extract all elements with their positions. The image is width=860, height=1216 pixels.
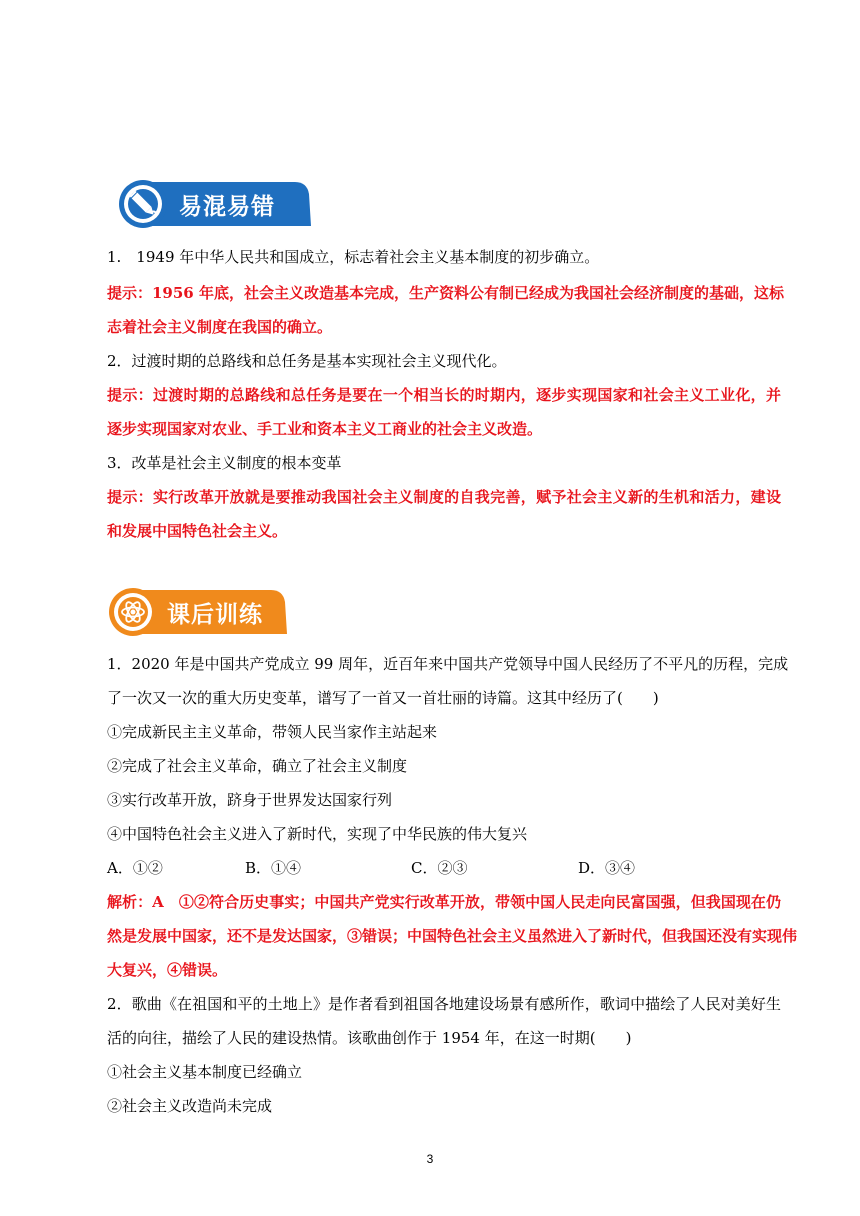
exercise-2-stem-line1: 2．歌曲《在祖国和平的土地上》是作者看到祖国各地建设场景有感所作，歌词中描绘了人民对美好生 bbox=[107, 995, 781, 1013]
item-hint-3-line1: 提示：实行改革开放就是要推动我国社会主义制度的自我完善，赋予社会主义新的生机和活力，建设 bbox=[107, 488, 781, 506]
exercise-1-stem-line1: 1．2020 年是中国共产党成立 99 周年，近百年来中国共产党领导中国人民经历了不平凡的历程，完成 bbox=[107, 655, 789, 673]
atom-icon bbox=[107, 586, 159, 638]
exercise-1-option-d: D．③④ bbox=[578, 859, 636, 877]
exercise-1-statement-4: ④中国特色社会主义进入了新时代，实现了中华民族的伟大复兴 bbox=[107, 825, 528, 843]
banner-title: 课后训练 bbox=[167, 602, 263, 628]
exercise-2-stem-line2: 活的向往，描绘了人民的建设热情。该歌曲创作于 1954 年，在这一时期( ) bbox=[107, 1029, 632, 1047]
exercise-1-option-b: B．①④ bbox=[245, 859, 302, 877]
exercise-1-option-c: C．②③ bbox=[411, 859, 468, 877]
item-question-3: 3．改革是社会主义制度的根本变革 bbox=[107, 454, 342, 472]
item-hint-1-line2: 志着社会主义制度在我国的确立。 bbox=[107, 318, 333, 336]
exercise-1-analysis-line1: 解析：A ①②符合历史事实；中国共产党实行改革开放，带领中国人民走向民富国强，但我国现在仍 bbox=[107, 893, 781, 911]
exercise-2-statement-2: ②社会主义改造尚未完成 bbox=[107, 1097, 273, 1115]
item-question-1: 1. 1949 年中华人民共和国成立，标志着社会主义基本制度的初步确立。 bbox=[107, 248, 600, 266]
pencil-icon bbox=[117, 178, 169, 230]
item-hint-2-line1: 提示：过渡时期的总路线和总任务是要在一个相当长的时期内，逐步实现国家和社会主义工业化，并 bbox=[107, 386, 781, 404]
exercise-1-statement-2: ②完成了社会主义革命，确立了社会主义制度 bbox=[107, 757, 408, 775]
exercise-1-analysis-line3: 大复兴，④错误。 bbox=[107, 961, 228, 979]
item-hint-1-line1: 提示：1956 年底，社会主义改造基本完成，生产资料公有制已经成为我国社会经济制度的基础，这标 bbox=[107, 284, 784, 302]
item-hint-3-line2: 和发展中国特色社会主义。 bbox=[107, 522, 288, 540]
section-banner-confusable bbox=[117, 178, 312, 230]
exercise-1-analysis-line2: 然是发展中国家，还不是发达国家，③错误；中国特色社会主义虽然进入了新时代，但我国还没有实现伟 bbox=[107, 927, 798, 945]
section-banner-exercises bbox=[107, 586, 287, 638]
banner-title: 易混易错 bbox=[179, 194, 275, 220]
exercise-1-stem-line2: 了一次又一次的重大历史变革，谱写了一首又一首壮丽的诗篇。这其中经历了( ) bbox=[107, 689, 659, 707]
exercise-2-statement-1: ①社会主义基本制度已经确立 bbox=[107, 1063, 303, 1081]
page-number: 3 bbox=[426, 1152, 434, 1166]
exercise-1-option-a: A．①② bbox=[107, 859, 163, 877]
item-hint-2-line2: 逐步实现国家对农业、手工业和资本主义工商业的社会主义改造。 bbox=[107, 420, 543, 438]
exercise-1-statement-1: ①完成新民主主义革命，带领人民当家作主站起来 bbox=[107, 723, 438, 741]
item-question-2: 2．过渡时期的总路线和总任务是基本实现社会主义现代化。 bbox=[107, 352, 507, 370]
exercise-1-statement-3: ③实行改革开放，跻身于世界发达国家行列 bbox=[107, 791, 393, 809]
